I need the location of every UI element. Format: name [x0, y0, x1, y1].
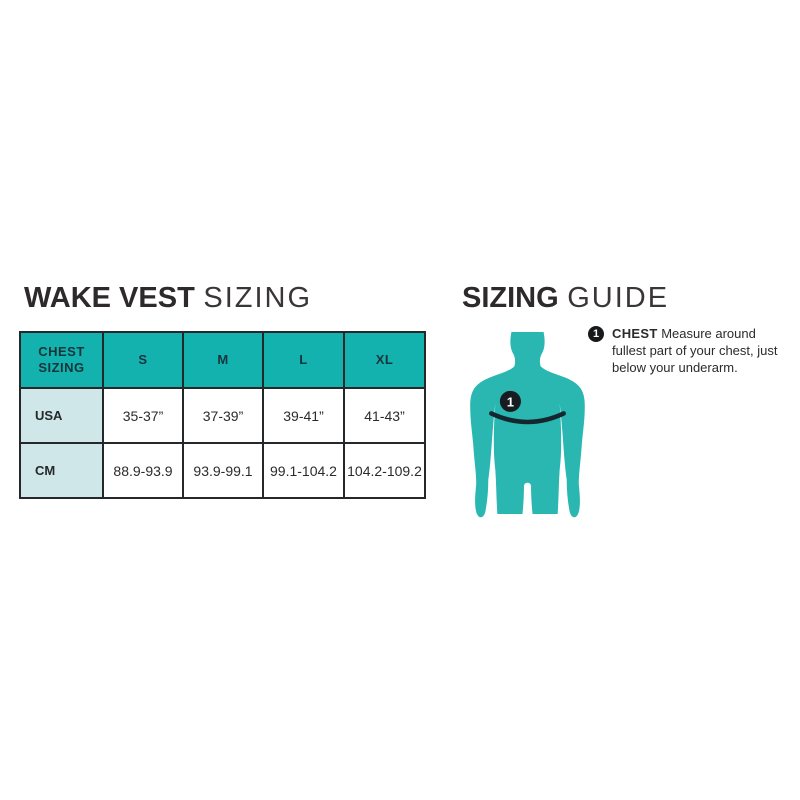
table-row-cm — [20, 443, 425, 498]
cm-size-l-value: 99.1-104.2 — [263, 443, 344, 498]
row-label-cm: CM — [20, 443, 103, 498]
male-torso-silhouette-icon — [462, 329, 593, 522]
instruction-label: CHEST — [612, 326, 658, 341]
torso-figure-icon — [462, 329, 593, 522]
cm-size-xl-value: 104.2-109.2 — [344, 443, 425, 498]
row-label-usa: USA — [20, 388, 103, 443]
title-bold-text: SIZING — [462, 282, 559, 314]
usa-size-s-value: 35-37” — [103, 388, 183, 443]
wake-vest-sizing-title — [24, 283, 312, 313]
header-size-m: M — [183, 332, 263, 388]
figure-step-number: 1 — [506, 394, 515, 410]
instruction-text-block — [612, 325, 788, 376]
cm-size-m-value: 93.9-99.1 — [183, 443, 263, 498]
table-row-usa — [20, 388, 425, 443]
size-chart-table — [19, 331, 426, 499]
table-header-row — [20, 332, 425, 388]
sizing-guide-title — [462, 283, 669, 313]
header-size-xl: XL — [344, 332, 425, 388]
usa-size-l-value: 39-41” — [263, 388, 344, 443]
title-light-text: SIZING — [203, 282, 313, 314]
cm-size-s-value: 88.9-93.9 — [103, 443, 183, 498]
title-bold-text: WAKE VEST — [24, 282, 195, 314]
torso-body-shape — [470, 332, 585, 517]
header-size-l: L — [263, 332, 344, 388]
step-1-badge: 1 — [588, 326, 604, 342]
title-light-text: GUIDE — [567, 282, 670, 314]
instruction-body-text: Measure around fullest part of your chest, just below your underarm. — [612, 326, 778, 375]
header-chest-sizing: CHEST SIZING — [20, 332, 103, 388]
usa-size-xl-value: 41-43” — [344, 388, 425, 443]
usa-size-m-value: 37-39” — [183, 388, 263, 443]
chest-instruction — [588, 325, 788, 376]
header-size-s: S — [103, 332, 183, 388]
